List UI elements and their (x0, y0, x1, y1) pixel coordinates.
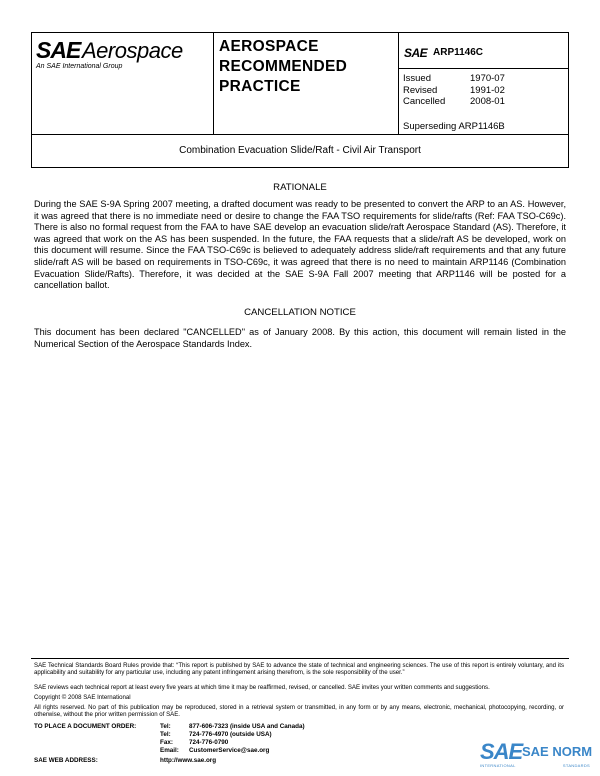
aerospace-logo-word: Aerospace (82, 38, 183, 63)
stamp-right: STANDARDS (562, 763, 590, 768)
rationale-text: During the SAE S-9A Spring 2007 meeting, a drafted document was ready to be presented to convert the ARP to an AS. However, it was agreed that there is no immediate need or desire to change the FAA TSO requirements for slide/rafts (Ref: FAA TSO-C69c). There is also no formal request from the FAA to have SAE develop an evacuation slide/raft Aerospace Standard (AS). Therefore, it was agreed that work on the AS has been suspended. In the future, the FAA requests that a slide/raft AS be developed, work on this document will resume. Since the FAA TSO-C69c is believed to adequately address slide/raft requirements and that any future slide/raft AS will be based on requirements in TSO-C69c, it was agreed that there is no need to maintain ARP1146 (Combination Evacuation Slide/Rafts). Therefore, it was decided at the SAE S-9A Fall 2007 meeting that ARP1146 will be posted for a cancellation ballot. (34, 199, 566, 291)
contact-row (34, 723, 305, 731)
document-header (31, 32, 569, 135)
contact-value: 724-776-4970 (outside USA) (189, 731, 272, 738)
web-address (34, 757, 216, 764)
date-row (403, 85, 505, 97)
doc-type-line: PRACTICE (219, 78, 301, 95)
web-label: SAE WEB ADDRESS: (34, 757, 98, 764)
stamp-left: INTERNATIONAL (480, 763, 516, 768)
order-contacts (34, 723, 305, 755)
sae-logo: SAE (36, 37, 81, 63)
contact-row (34, 739, 305, 747)
stamp-word: SAE NORM (522, 744, 593, 759)
logo-subtitle: An SAE International Group (36, 63, 123, 70)
divider (213, 33, 214, 134)
doc-number-cell (399, 33, 569, 69)
date-value: 1991-02 (470, 84, 505, 96)
contact-value: 724-776-0790 (189, 739, 229, 746)
doc-type-line: AEROSPACE (219, 38, 319, 55)
contact-value: 877-606-7323 (inside USA and Canada) (189, 723, 305, 730)
order-label: TO PLACE A DOCUMENT ORDER: (34, 723, 137, 730)
sae-norm-stamp (480, 741, 595, 771)
document-title: Combination Evacuation Slide/Raft - Civil Air Transport (31, 134, 569, 168)
date-label: Revised (403, 84, 438, 96)
date-row (403, 96, 505, 108)
contact-value: CustomerService@sae.org (189, 747, 270, 754)
footer-rights: All rights reserved. No part of this publication may be reproduced, stored in a retrieval system or transmitted, in any form or by any means, electronic, mechanical, photocopying, recording, or otherwise, without the prior written permission of SAE. (34, 704, 564, 719)
superseding-note: Superseding ARP1146B (403, 121, 505, 132)
date-row (403, 73, 505, 85)
contact-label: Tel: (160, 723, 171, 730)
cancellation-heading: CANCELLATION NOTICE (244, 307, 356, 318)
contact-label: Fax: (160, 739, 173, 746)
contact-row (34, 731, 305, 739)
stamp-subtext (480, 763, 590, 768)
date-value: 1970-07 (470, 73, 505, 84)
footer-copyright: Copyright © 2008 SAE International (34, 694, 131, 701)
doc-type-line: RECOMMENDED (219, 58, 348, 75)
date-label: Issued (403, 73, 431, 84)
document-dates (403, 73, 505, 108)
footer-review: SAE reviews each technical report at least every five years at which time it may be reaffirmed, revised, or cancelled. SAE invites your written comments and suggestions. (34, 684, 490, 691)
date-value: 2008-01 (470, 96, 505, 107)
contact-label: Tel: (160, 731, 171, 738)
document-type (219, 37, 399, 97)
footer-divider (31, 658, 569, 659)
sae-mini-logo: SAE (404, 46, 428, 60)
footer-rules: SAE Technical Standards Board Rules provide that: “This report is published by SAE to advance the state of technical and engineering sciences. The use of this report is entirely voluntary, and its applicability and suitability for any particular use, including any patent infringement arising therefrom, is the sole responsibility of the user.” (34, 662, 564, 677)
cancellation-text: This document has been declared "CANCELLED" as of January 2008. By this action, this document will remain listed in the Numerical Section of the Aerospace Standards Index. (34, 327, 566, 349)
stamp-logo: SAE (480, 739, 523, 764)
contact-row (34, 747, 305, 755)
rationale-heading: RATIONALE (273, 182, 327, 193)
doc-info-column (399, 33, 569, 134)
web-link[interactable]: http://www.sae.org (160, 757, 217, 764)
contact-label: Email: (160, 747, 179, 754)
document-number: ARP1146C (433, 47, 484, 58)
date-label: Cancelled (403, 96, 446, 107)
